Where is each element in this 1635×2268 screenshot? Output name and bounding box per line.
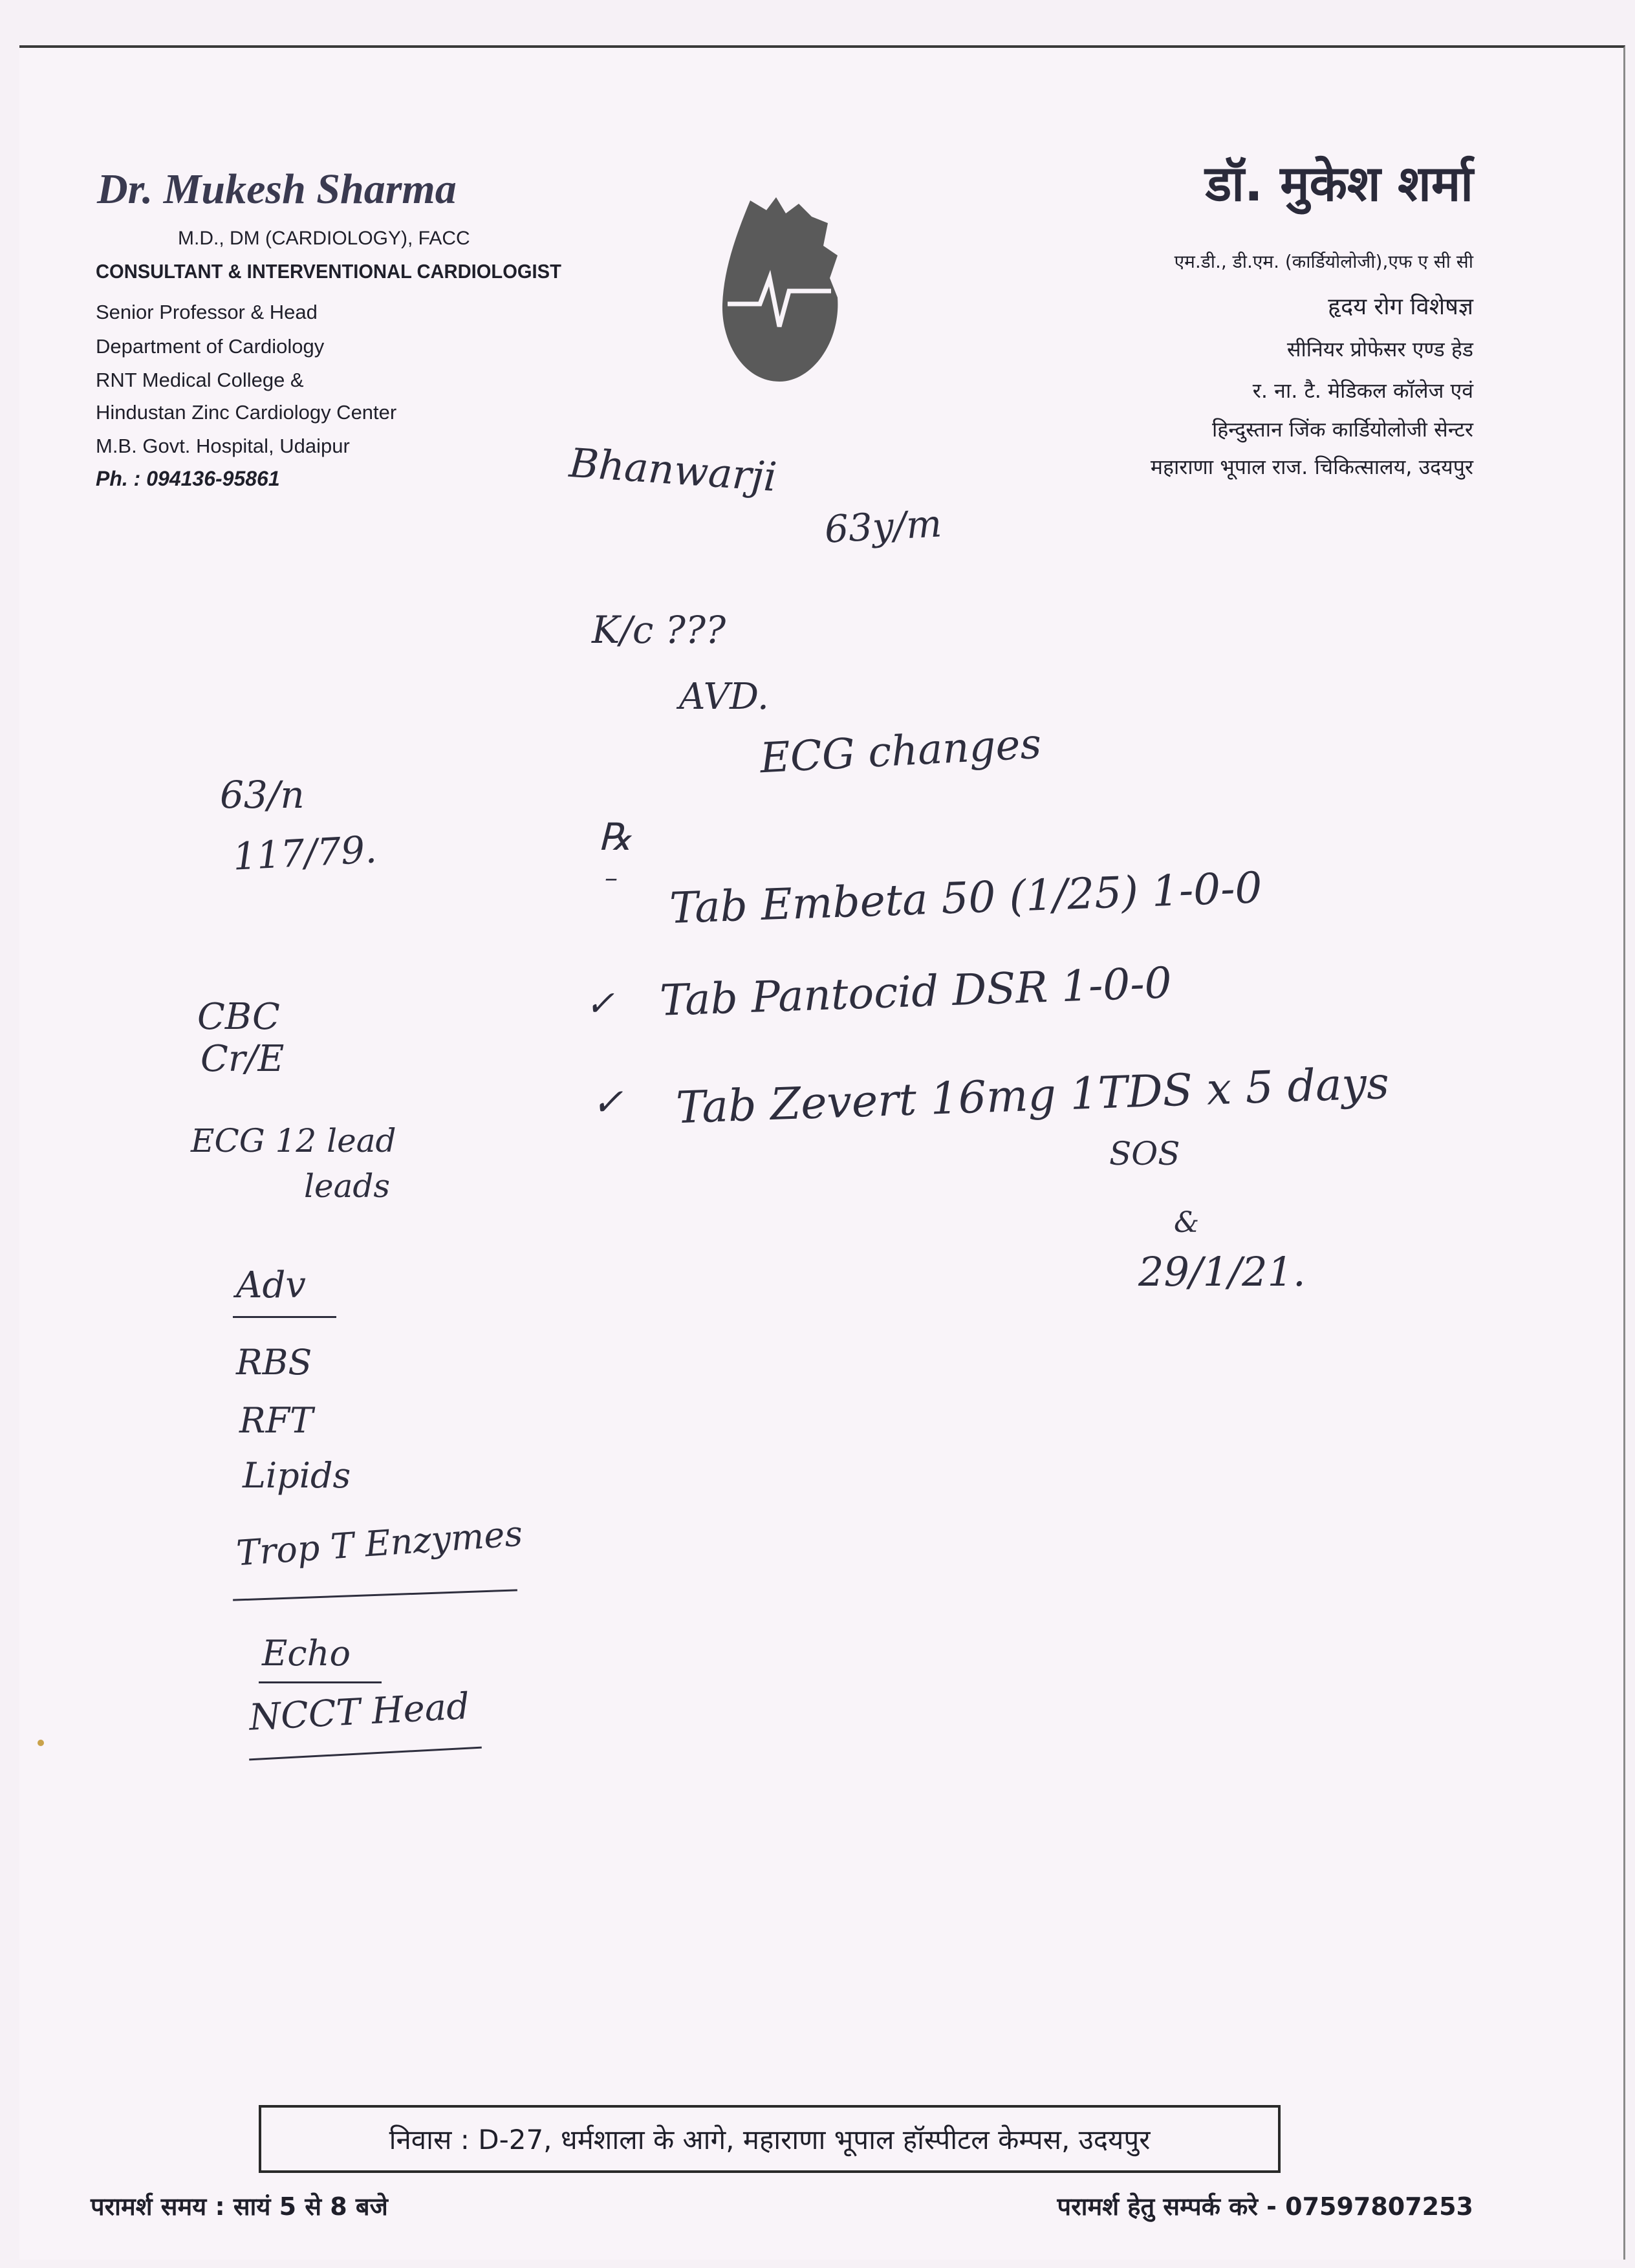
signature-mark: & xyxy=(1174,1206,1200,1239)
vital-bp: 117/79. xyxy=(232,827,378,879)
medication-note: SOS xyxy=(1109,1135,1180,1172)
english-line-college: RNT Medical College & xyxy=(96,369,304,391)
hindi-line-degrees: एम.डी., डी.एम. (कार्डियोलोजी),एफ ए सी सी xyxy=(1174,251,1473,272)
test-item: Cr/E xyxy=(200,1038,285,1080)
test-item: Adv xyxy=(236,1264,306,1306)
english-line-department: Department of Cardiology xyxy=(96,335,325,358)
consultation-contact: परामर्श हेतु सम्पर्क करे - 07597807253 xyxy=(1057,2192,1473,2221)
medication-line: Tab Embeta 50 (1/25) 1-0-0 xyxy=(668,863,1263,933)
paper-speck xyxy=(38,1740,44,1746)
consultation-timing: परामर्श समय : सायं 5 से 8 बजे xyxy=(91,2192,388,2221)
prescription-date: 29/1/21. xyxy=(1138,1248,1306,1295)
residence-address: निवास : D-27, धर्मशाला के आगे, महाराणा भूपाल हॉस्पीटल केम्पस, उदयपुर xyxy=(389,2124,1151,2155)
med-dash: – xyxy=(605,863,618,893)
complaint-avd: AVD. xyxy=(679,676,769,718)
underline xyxy=(233,1316,336,1318)
test-item: Lipids xyxy=(243,1455,351,1496)
med-check-mark: ✓ xyxy=(585,983,615,1024)
doctor-degrees-english: M.D., DM (CARDIOLOGY), FACC xyxy=(178,228,470,249)
complaint-ecg-changes: ECG changes xyxy=(759,720,1043,783)
hindi-line-hospital: महाराणा भूपाल राज. चिकित्सालय, उदयपुर xyxy=(1150,455,1473,479)
test-item: Trop T Enzymes xyxy=(235,1513,524,1574)
patient-name: Bhanwarji xyxy=(567,438,779,501)
medication-line: Tab Pantocid DSR 1-0-0 xyxy=(658,958,1173,1026)
test-item: RFT xyxy=(239,1400,314,1441)
test-item: NCCT Head xyxy=(248,1685,471,1739)
medication-line: Tab Zevert 16mg 1TDS x 5 days xyxy=(675,1057,1391,1134)
doctor-name-hindi: डॉ. मुकेश शर्मा xyxy=(1205,155,1473,212)
med-check-mark: ✓ xyxy=(592,1080,623,1124)
test-item: leads xyxy=(304,1167,391,1205)
doctor-name-english: Dr. Mukesh Sharma xyxy=(97,166,457,213)
patient-age: 63y/m xyxy=(823,501,943,552)
hindi-line-center: हिन्दुस्तान जिंक कार्डियोलोजी सेन्टर xyxy=(1211,417,1473,442)
doctor-phone: Ph. : 094136-95861 xyxy=(96,467,280,490)
hindi-line-specialist: हृदय रोग विशेषज्ञ xyxy=(1328,294,1473,320)
english-line-center: Hindustan Zinc Cardiology Center xyxy=(96,401,397,424)
english-line-position: Senior Professor & Head xyxy=(96,301,318,323)
english-line-hospital: M.B. Govt. Hospital, Udaipur xyxy=(96,435,350,457)
doctor-title-english: CONSULTANT & INTERVENTIONAL CARDIOLOGIST xyxy=(96,260,561,283)
test-item: Echo xyxy=(262,1633,351,1674)
underline xyxy=(259,1681,382,1683)
hindi-line-college: र. ना. टै. मेडिकल कॉलेज एवं xyxy=(1252,378,1473,403)
test-item: CBC xyxy=(197,996,280,1038)
rx-symbol: ℞ xyxy=(598,815,632,859)
complaint-known-case: K/c ??? xyxy=(592,608,726,652)
test-item: RBS xyxy=(236,1342,312,1383)
heart-ecg-icon xyxy=(715,194,844,388)
vital-pulse: 63/n xyxy=(220,773,305,817)
test-item: ECG 12 lead xyxy=(191,1122,396,1160)
address-box xyxy=(259,2105,1281,2173)
hindi-line-professor: सीनियर प्रोफेसर एण्ड हेड xyxy=(1286,337,1473,362)
